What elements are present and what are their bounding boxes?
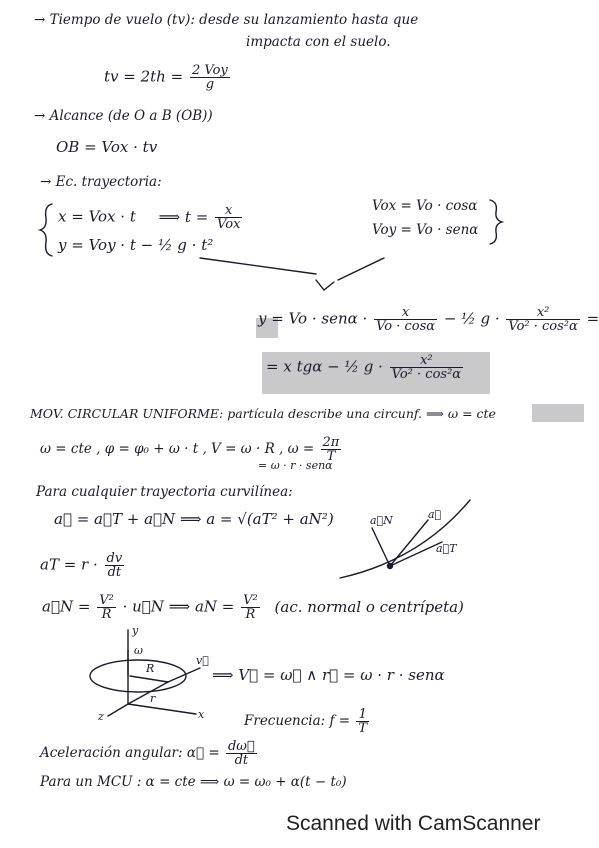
- result-part1: = x tgα − ½ g ·: [266, 357, 383, 376]
- an-num2: V²: [243, 593, 258, 608]
- alcance-line: → Alcance (de O a B (OB)): [34, 108, 213, 124]
- subst-num1: x: [374, 306, 437, 320]
- frequency-num: 1: [356, 708, 369, 722]
- R-vector: [130, 676, 168, 682]
- fig2-x-label: x: [198, 708, 205, 721]
- acceleration-decomposition: a⃗ = a⃗T + a⃗N ⟹ a = √(aT² + aN²): [54, 510, 334, 528]
- fig2-z-label: z: [98, 710, 104, 723]
- an-lhs: a⃗N =: [42, 597, 91, 616]
- v-wr-sen: = ω · r · senα: [258, 459, 333, 472]
- fig1-a-label: a⃗: [428, 508, 442, 521]
- fig1-an-label: a⃗N: [370, 514, 393, 527]
- result-num: x²: [390, 354, 463, 368]
- at-den: dt: [107, 565, 122, 580]
- subst-num2: x²: [506, 306, 579, 320]
- axis-x: [128, 704, 196, 714]
- an-den2: R: [245, 607, 256, 622]
- circle-path: [90, 660, 186, 692]
- camscanner-footer: Scanned with CamScanner: [286, 812, 541, 835]
- tv-numerator: 2 Voy: [191, 63, 228, 78]
- arrow-line-right: [338, 258, 384, 280]
- frequency-lhs: Frecuencia: f =: [244, 713, 351, 729]
- t-equation-lhs: ⟹ t =: [158, 207, 209, 226]
- arrow-line-left: [200, 258, 316, 274]
- subst-part1: y = Vo · senα ·: [258, 309, 368, 328]
- axis-z: [108, 704, 128, 716]
- omega-den: T: [326, 449, 336, 464]
- arrow-v: [316, 280, 334, 290]
- tiempo-vuelo-line: → Tiempo de vuelo (tv): desde su lanzamiento hasta que: [34, 12, 419, 28]
- r-vector: [128, 682, 168, 704]
- at-vector: [390, 542, 442, 566]
- subst-den2: Vo² · cos²α: [508, 319, 578, 334]
- subst-den1: Vo · cosα: [376, 319, 436, 334]
- fig2-r-label: r: [150, 692, 156, 705]
- vo-brace: [490, 200, 502, 244]
- t-numerator: x: [215, 204, 242, 218]
- fig2-R-label: R: [146, 662, 155, 675]
- voy-equation: Voy = Vo · senα: [372, 222, 479, 238]
- an-num1: V²: [99, 593, 114, 608]
- system-brace: [40, 204, 52, 256]
- subst-equals: =: [586, 309, 599, 328]
- velocity-cross-product: ⟹ V⃗ = ω⃗ ∧ r⃗ = ω · r · senα: [212, 666, 445, 684]
- at-lhs: aT = r ·: [40, 555, 98, 574]
- fig2-v-label: v⃗: [196, 654, 209, 667]
- frequency-den: T: [358, 721, 368, 736]
- tv-formula-lhs: tv = 2th =: [104, 67, 184, 86]
- angular-acc-den: dt: [234, 753, 249, 768]
- mcu-formulas-text: ω = cte , φ = φ₀ + ω · t , V = ω · R , ω =: [40, 441, 315, 457]
- an-mid: · u⃗N ⟹ aN =: [122, 597, 235, 616]
- subst-part2: − ½ g ·: [443, 309, 500, 328]
- trayectoria-heading: → Ec. trayectoria:: [40, 174, 162, 190]
- x-equation-text: x = Vox · t: [58, 207, 136, 226]
- mcu-heading: MOV. CIRCULAR UNIFORME: partícula describe una circunf. ⟹ ω = cte: [30, 406, 496, 421]
- trajectory-curve: [340, 500, 470, 578]
- curvilinea-heading: Para cualquier trayectoria curvilínea:: [36, 484, 293, 500]
- an-den1: R: [101, 607, 112, 622]
- ob-formula: OB = Vox · tv: [56, 138, 158, 156]
- impacta-line: impacta con el suelo.: [246, 34, 391, 50]
- fig2-y-label: y: [132, 624, 139, 637]
- angular-acc-num: dω⃗: [227, 739, 255, 754]
- t-denominator: Vox: [217, 217, 241, 232]
- vox-equation: Vox = Vo · cosα: [372, 198, 478, 214]
- y-equation: y = Voy · t − ½ g · t²: [58, 236, 214, 254]
- fig2-w-label: ω: [134, 644, 143, 657]
- trajectory-point: [388, 564, 393, 569]
- an-vector: [372, 528, 390, 566]
- at-num: dv: [106, 551, 123, 566]
- angular-acc-lhs: Aceleración angular: α⃗ =: [40, 745, 220, 761]
- omega-num: 2π: [322, 435, 340, 450]
- tv-denominator: g: [205, 77, 215, 92]
- result-den: Vo² · cos²α: [391, 367, 462, 382]
- an-note: (ac. normal o centrípeta): [274, 597, 464, 616]
- mcu-angular-equation: Para un MCU : α = cte ⟹ ω = ω₀ + α(t − t₀): [40, 774, 347, 790]
- fig1-at-label: a⃗T: [436, 542, 457, 555]
